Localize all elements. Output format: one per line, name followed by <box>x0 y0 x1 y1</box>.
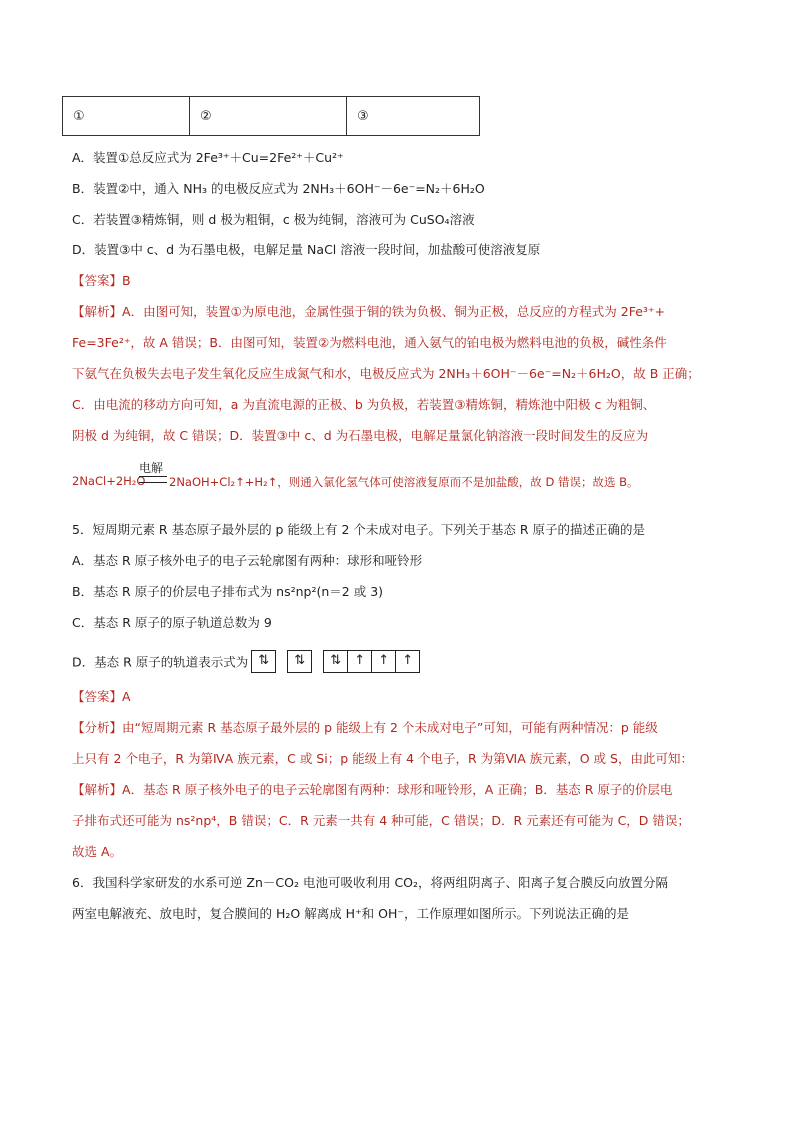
orbital-box: ↑ <box>371 650 396 673</box>
device-label-table <box>62 96 480 136</box>
q6-stem-line-1: 6．我国科学家研发的水系可逆 Zn－CO₂ 电池可吸收利用 CO₂，将两组阴离子、阳离子复合膜反向放置分隔 <box>72 875 669 890</box>
device-1-label: ① <box>63 97 190 136</box>
q6-stem-line-2: 两室电解液充、放电时，复合膜间的 H₂O 解离成 H⁺和 OH⁻，工作原理如图所示。下列说法正确的是 <box>72 906 629 921</box>
q5-explanation-label: 【解析】 <box>72 782 123 797</box>
q5-explanation-line-1 <box>72 780 672 798</box>
q4-option-c: C．若装置③精炼铜，则 d 极为粗铜，c 极为纯铜，溶液可为 CuSO₄溶液 <box>72 212 475 227</box>
q5-option-b: B．基态 R 原子的价层电子排布式为 ns²np²(n＝2 或 3) <box>72 584 384 599</box>
device-2-label: ② <box>190 97 347 136</box>
q4-option-d: D．装置③中 c、d 为石墨电极，电解足量 NaCl 溶液一段时间，加盐酸可使溶液复原 <box>72 242 541 257</box>
q4-equation-equals-sign <box>139 476 167 483</box>
device-3-label: ③ <box>347 97 480 136</box>
q5-explanation-line-3: 故选 A。 <box>72 844 123 859</box>
orbital-box: ↑ <box>347 650 372 673</box>
q5-analysis-line-1: 【分析】由“短周期元素 R 基态原子最外层的 p 能级上有 2 个未成对电子”可知，可能有两种情况：p 能级 <box>72 720 658 735</box>
orbital-2p <box>324 650 420 673</box>
q5-analysis-line-2: 上只有 2 个电子，R 为第ⅣA 族元素，C 或 Si；p 能级上有 4 个电子，R 为第ⅥA 族元素，O 或 S，由此可知： <box>72 751 693 766</box>
q5-option-d <box>72 650 428 673</box>
q5-answer: 【答案】A <box>72 689 131 704</box>
q4-equation-right: 2NaOH+Cl₂↑+H₂↑，则通入氯化氢气体可使溶液复原而不是加盐酸，故 D 错误；故选 B。 <box>169 475 639 489</box>
q4-analysis-line-4: C．由电流的移动方向可知，a 为直流电源的正极、b 为负极，若装置③精炼铜，精炼池中阳极 c 为粗铜、 <box>72 397 656 412</box>
orbital-box: ⇅ <box>323 650 348 673</box>
q4-answer: 【答案】B <box>72 273 131 288</box>
q4-analysis-text-1: A．由图可知，装置①为原电池，金属性强于铜的铁为负极、铜为正极，总反应的方程式为 2Fe³⁺+ <box>122 304 665 319</box>
q4-equation-condition: 电解 <box>139 461 164 475</box>
orbital-1s <box>252 650 276 673</box>
q4-option-b: B．装置②中，通入 NH₃ 的电极反应式为 2NH₃＋6OH⁻－6e⁻=N₂＋6H₂O <box>72 181 485 196</box>
q4-analysis-line-2: Fe=3Fe²⁺，故 A 错误；B．由图可知，装置②为燃料电池，通入氨气的铂电极为燃料电池的负极，碱性条件 <box>72 335 667 350</box>
q5-option-c: C．基态 R 原子的原子轨道总数为 9 <box>72 615 272 630</box>
orbital-2s <box>288 650 312 673</box>
q5-explanation-text-1: A．基态 R 原子核外电子的电子云轮廓图有两种：球形和哑铃形，A 正确；B．基态 R 原子的价层电 <box>122 782 673 797</box>
q5-explanation-line-2: 子排布式还可能为 ns²np⁴，B 错误；C．R 元素一共有 4 种可能，C 错误；D．R 元素还有可能为 C，D 错误； <box>72 813 690 828</box>
q4-analysis-line-1 <box>72 302 665 320</box>
q5-option-a: A．基态 R 原子核外电子的电子云轮廓图有两种：球形和哑铃形 <box>72 553 423 568</box>
orbital-box: ⇅ <box>251 650 276 673</box>
q5-stem: 5．短周期元素 R 基态原子最外层的 p 能级上有 2 个未成对电子。下列关于基态 R 原子的描述正确的是 <box>72 522 645 537</box>
q4-analysis-line-5: 阴极 d 为纯铜，故 C 错误；D．装置③中 c、d 为石墨电极，电解足量氯化钠溶液一段时间发生的反应为 <box>72 428 649 443</box>
q5-option-d-text: D．基态 R 原子的轨道表示式为 <box>72 654 249 670</box>
orbital-box: ↑ <box>395 650 420 673</box>
q4-option-a: A．装置①总反应式为 2Fe³⁺＋Cu=2Fe²⁺＋Cu²⁺ <box>72 150 344 165</box>
q4-analysis-label: 【解析】 <box>72 304 123 319</box>
q4-equation-left: 2NaCl+2H₂O <box>72 474 146 488</box>
q4-analysis-line-3: 下氨气在负极失去电子发生氧化反应生成氮气和水，电极反应式为 2NH₃＋6OH⁻－6e⁻=N₂＋6H₂O，故 B 正确； <box>72 366 700 381</box>
orbital-box: ⇅ <box>287 650 312 673</box>
